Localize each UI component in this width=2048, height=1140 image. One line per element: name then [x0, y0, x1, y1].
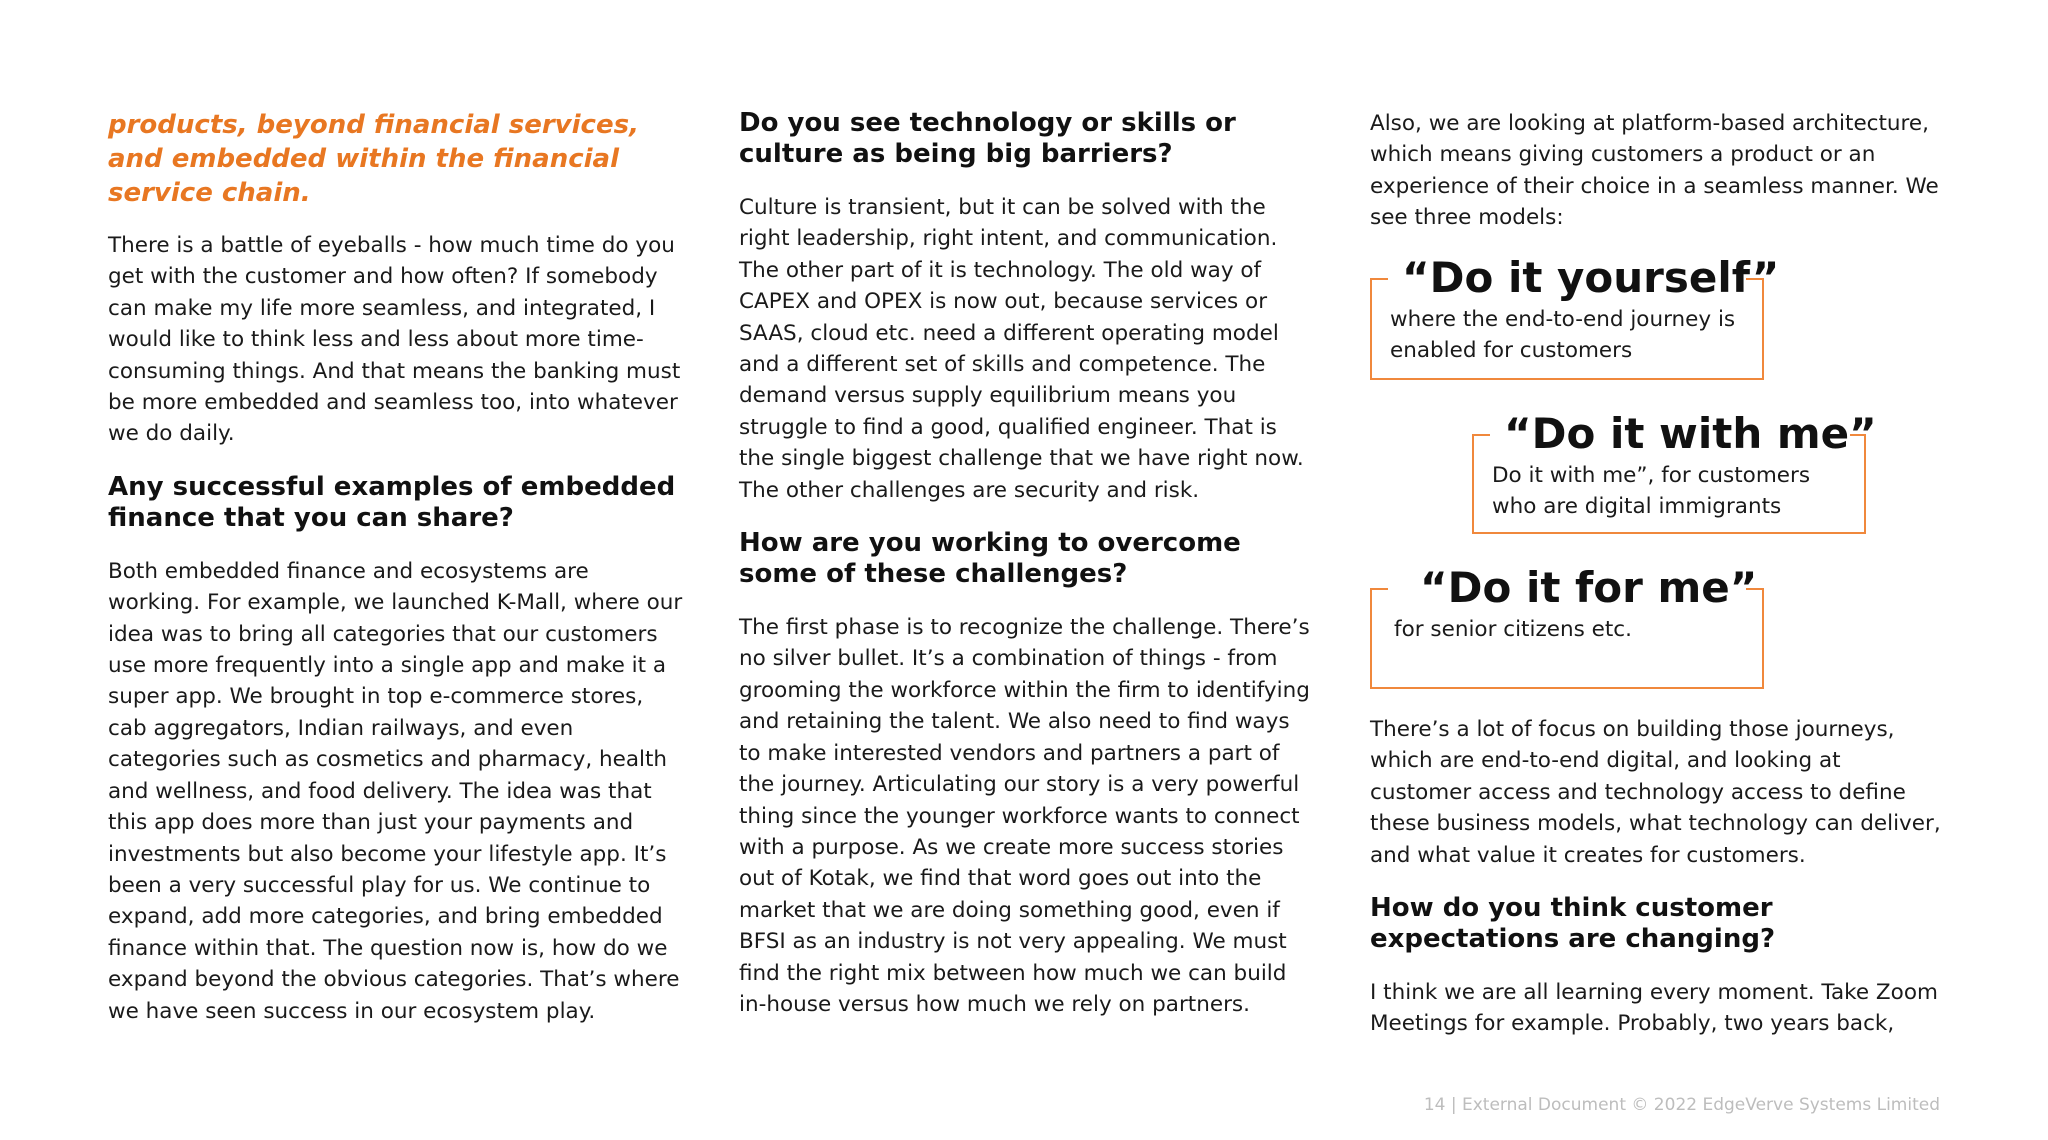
column-2: [739, 108, 1314, 1042]
lead-quote: products, beyond financial services, and embedded within the financial service chain.: [108, 110, 639, 208]
section-heading: Any successful examples of embedded finance that you can share?: [108, 471, 676, 533]
model-box-do-it-with-me: [1472, 409, 1877, 534]
paragraph: I think we are all learning every moment. Take Zoom Meetings for example. Probably, two years back,: [1370, 980, 1938, 1037]
column-3: [1370, 108, 1945, 234]
paragraph: The first phase is to recognize the challenge. There’s no silver bullet. It’s a combination of things - from grooming the workforce within the firm to identifying and retaining the talent. We also need to find ways to make interested vendors and partners a part of the journey. Articulating our story is a very powerful thing since the younger workforce wants to connect with a purpose. As we create more success stories out of Kotak, we find that word goes out into the market that we are doing something good, even if BFSI as an industry is not very appealing. We must find the right mix between how much we can build in-house versus how much we rely on partners.: [739, 615, 1310, 1017]
model-description: for senior citizens etc.: [1394, 617, 1632, 642]
section-heading: How do you think customer expectations are changing?: [1370, 893, 1776, 955]
paragraph: Also, we are looking at platform-based architecture, which means giving customers a product or an experience of their choice in a seamless manner. We see three models:: [1370, 111, 1939, 231]
page-footer: 14 | External Document © 2022 EdgeVerve Systems Limited: [1423, 1095, 1940, 1115]
model-description: where the end-to-end journey is enabled for customers: [1390, 307, 1736, 364]
column-3-lower: [1370, 714, 1945, 1062]
model-title: “Do it with me”: [1504, 409, 1877, 458]
model-box-do-it-for-me: [1370, 563, 1764, 689]
model-title: “Do it yourself”: [1402, 253, 1780, 302]
paragraph: There’s a lot of focus on building those journeys, which are end-to-end digital, and looking at customer access and technology access to define these business models, what technology can deliver, and what value it creates for customers.: [1370, 717, 1941, 868]
section-heading: Do you see technology or skills or culture as being big barriers?: [739, 108, 1236, 169]
section-heading: How are you working to overcome some of these challenges?: [739, 528, 1241, 590]
column-1: [108, 108, 683, 1049]
paragraph: There is a battle of eyeballs - how much time do you get with the customer and how often? If somebody can make my life more seamless, and integrated, I would like to think less and less about more time-consuming things. And that means the banking must be more embedded and seamless too, into whatever we do daily.: [108, 233, 681, 447]
model-description: Do it with me”, for customers who are digital immigrants: [1492, 463, 1811, 520]
paragraph: Both embedded finance and ecosystems are working. For example, we launched K-Mall, where our idea was to bring all categories that our customers use more frequently into a single app and make it a super app. We brought in top e-commerce stores, cab aggregators, Indian railways, and even categories such as cosmetics and pharmacy, health and wellness, and food delivery. The idea was that this app does more than just your payments and investments but also become your lifestyle app. It’s been a very successful play for us. We continue to expand, add more categories, and bring embedded finance within that. The question now is, how do we expand beyond the obvious categories. That’s where we have seen success in our ecosystem play.: [108, 558, 683, 1024]
paragraph: Culture is transient, but it can be solved with the right leadership, right intent, and communication. The other part of it is technology. The old way of CAPEX and OPEX is now out, because services or SAAS, cloud etc. need a different operating model and a different set of skills and competence. The demand versus supply equilibrium means you struggle to find a good, qualified engineer. That is the single biggest challenge that we have right now. The other challenges are security and risk.: [739, 195, 1304, 503]
model-box-do-it-yourself: [1370, 253, 1780, 380]
model-title: “Do it for me”: [1420, 563, 1758, 612]
